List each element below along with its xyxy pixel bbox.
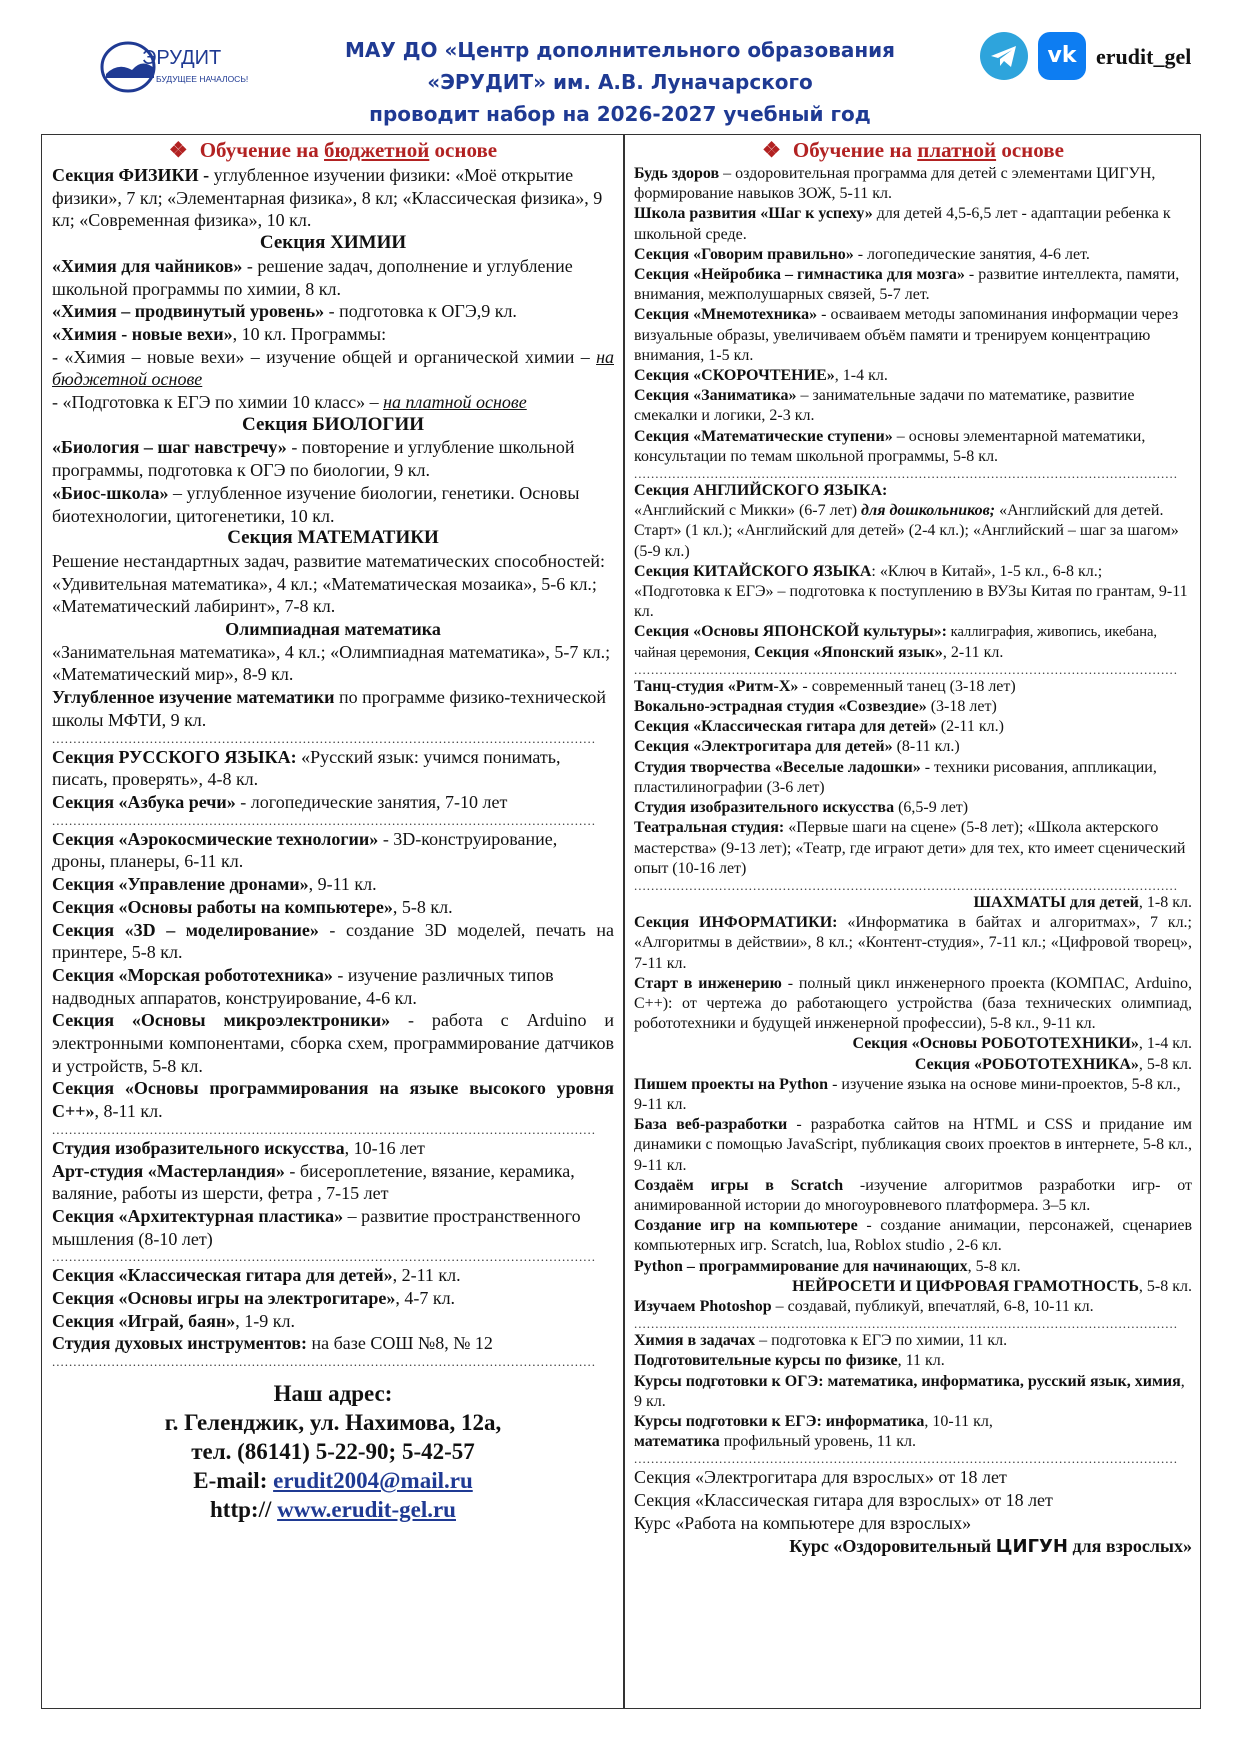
item-title: Python – программирование для начинающих [634, 1257, 968, 1275]
item-text: - полный цикл инженерного проекта (КОМПАС, Arduino, C++): от чертежа до работающего устройства (база технических олимпиад, робототехники и будущей инженерной профессии), 5-8 кл., 9-11 кл. [634, 974, 1192, 1033]
tech-item-6 [52, 1009, 614, 1077]
prep-item-5 [634, 1432, 1192, 1452]
item-title: Арт-студия «Мастерландия» [52, 1160, 285, 1181]
item-text: «Первые шаги на сцене» (5-8 лет); «Школа актерского мастерства» (9-13 лет); «Театр, где играют дети» для тех, кто имеет сценический опыт (10-16 лет) [634, 819, 1186, 877]
item-text: - логопедические занятия, 7-10 лет [235, 791, 508, 812]
item-text: - изучение различных типов надводных аппаратов, конструирование, 4-6 кл. [52, 964, 554, 1008]
item-title: База веб-разработки [634, 1116, 788, 1134]
physics-section [52, 164, 614, 232]
prep-item-1 [634, 1331, 1192, 1351]
item-text: профильный уровень, 11 кл. [719, 1433, 916, 1451]
item-text: , 2-11 кл. [942, 643, 1004, 661]
tech-item-2 [52, 873, 614, 896]
item-text: , 5-8 кл. [1138, 1055, 1192, 1073]
creative-item-1 [634, 677, 1192, 697]
item-title: ШАХМАТЫ для детей [973, 893, 1139, 911]
item-title: Пишем проекты на Python [634, 1075, 829, 1093]
item-title: Секция «Математические ступени» [634, 427, 893, 445]
item-title: Секция «Архитектурная пластика» [52, 1205, 344, 1226]
chem-item-1 [52, 255, 614, 300]
item-title: Секция «3D – моделирование» [52, 919, 319, 940]
item-text: - изучение языка на основе мини-проектов, 5-8 кл., 9-11 кл. [634, 1075, 1181, 1113]
olympiad-title: Олимпиадная математика [225, 619, 441, 640]
item-title: Углубленное изучение математики [52, 687, 335, 708]
item-text: - техники рисования, аппликации, пластилинографии (3-6 лет) [634, 758, 1157, 796]
separator: ................................................................................................................................ [52, 1250, 596, 1265]
item-text: - логопедические занятия, 4-6 лет. [853, 245, 1090, 263]
item-title: «Биология – шаг навстречу» [52, 437, 287, 458]
creative-item-2 [634, 697, 1192, 717]
item-text: , 1-9 кл. [235, 1310, 295, 1331]
music-item-3 [52, 1310, 614, 1333]
item-text: - создание 3D моделей, печать на принтере, 5-8 кл. [52, 919, 614, 963]
heading-underlined: платной [917, 138, 997, 162]
item-text: , 10-16 лет [344, 1137, 425, 1158]
english-section [634, 481, 1192, 562]
chem-item-2 [52, 300, 614, 323]
adult-item-3: Курс «Работа на компьютере для взрослых» [634, 1513, 972, 1534]
item-underlined: на платной основе [383, 392, 527, 413]
item-text: - современный танец (3-18 лет) [798, 677, 1016, 695]
email-link[interactable]: erudit2004@mail.ru [273, 1468, 473, 1494]
tech-item-3 [52, 896, 614, 919]
chem-item-3 [52, 323, 614, 346]
art-item-3 [52, 1205, 614, 1250]
social-links [980, 30, 1220, 86]
item-title: НЕЙРОСЕТИ И ЦИФРОВАЯ ГРАМОТНОСТЬ [792, 1277, 1139, 1295]
prep-item-4 [634, 1412, 1192, 1432]
prep-item-2 [634, 1351, 1192, 1371]
item-title: Секция «Нейробика – гимнастика для мозга» [634, 266, 965, 284]
adult-item-2: Секция «Классическая гитара для взрослых» от 18 лет [634, 1490, 1053, 1511]
item-title: Курсы подготовки к ОГЭ: математика, информатика, русский язык, химия [634, 1372, 1181, 1390]
address-phone: тел. (86141) 5-22-90; 5-42-57 [191, 1439, 475, 1465]
item-text: - 3D-конструирование, дроны, планеры, 6-11 кл. [52, 828, 558, 872]
item-title: Курсы подготовки к ЕГЭ: информатика [634, 1412, 925, 1430]
address-block [52, 1379, 614, 1524]
paid-item-3 [634, 245, 1192, 265]
bio-item-1 [52, 436, 614, 481]
japanese-section [634, 622, 1192, 662]
item-title: Подготовительные курсы по физике [634, 1352, 898, 1370]
heading-underlined: бюджетной [324, 138, 430, 162]
item-title: Создаём игры в Scratch [634, 1176, 844, 1194]
page-header [0, 0, 1241, 132]
item-text: - разработка сайтов на HTML и CSS и придание им динамики с помощью JavaScript, публикация своих проектов в интернете, 5-8 кл., 9-11 кл. [634, 1116, 1192, 1174]
item-text: , 9-11 кл. [308, 874, 377, 895]
address-email-row [52, 1466, 614, 1495]
item-text: , 4-7 кл. [395, 1288, 456, 1309]
item-text: каллиграфия, живопись, икебана, чайная церемония, [634, 624, 1158, 661]
russian-item-1 [52, 746, 614, 791]
title-line-2: «ЭРУДИТ» им. А.В. Луначарского [427, 70, 813, 94]
item-text: «Русский язык: учимся понимать, писать, проверять», 4-8 кл. [52, 746, 561, 790]
separator: ................................................................................................................................ [634, 1317, 1178, 1332]
chess-item [634, 893, 1192, 913]
adult-item-1: Секция «Электрогитара для взрослых» от 18 лет [634, 1467, 1007, 1488]
item-title: Секция «Основы микроэлектроники» [52, 1010, 391, 1031]
item-title: Секция «СКОРОЧТЕНИЕ» [634, 367, 835, 385]
item-text: - повторение и углубление школьной программы, подготовка к ОГЭ по биологии, 9 кл. [52, 437, 575, 481]
item-title: Секция «Основы программирования на языке высокого уровня С++» [52, 1078, 614, 1122]
creative-item-7 [634, 818, 1192, 879]
art-item-1 [52, 1137, 614, 1160]
item-text: - «Химия – новые вехи» – изучение общей и органической химии – [52, 346, 597, 367]
web-label: http:// [210, 1497, 278, 1523]
item-title: Школа развития «Шаг к успеху» [634, 205, 873, 223]
item-title: Вокально-эстрадная студия «Созвездие» [634, 698, 927, 716]
item-text: – оздоровительная программа для детей с элементами ЦИГУН, формирование навыков ЗОЖ, 5-11 кл. [634, 165, 1156, 203]
item-text: -изучение алгоритмов разработки игр- от анимированной истории до многоуровневого платформера. 3–5 кл. [634, 1176, 1192, 1214]
separator: ................................................................................................................................ [52, 731, 596, 746]
item-text: – занимательные задачи по математике, развитие смекалки и логики, 2-3 кл. [634, 387, 1135, 425]
chem-item-5 [52, 391, 614, 414]
photoshop-item [634, 1297, 1192, 1317]
erudit-logo [98, 38, 258, 96]
games-item [634, 1216, 1192, 1256]
page-title [280, 34, 960, 130]
item-title: математика [634, 1433, 720, 1451]
item-title: Создание игр на компьютере [634, 1217, 858, 1235]
scratch-item [634, 1176, 1192, 1216]
adult-courses [634, 1466, 1192, 1558]
website-link[interactable]: www.erudit-gel.ru [277, 1497, 456, 1523]
item-text: - бисероплетение, вязание, керамика, валяние, работы из шерсти, фетра , 7-15 лет [52, 1160, 575, 1204]
item-title: Будь здоров [634, 165, 720, 182]
item-title: Секция «Говорим правильно» [634, 245, 854, 263]
item-title: «Химия - новые вехи» [52, 323, 233, 344]
chem-item-4 [52, 346, 614, 391]
prep-item-3 [634, 1372, 1192, 1412]
item-title: Секция «Классическая гитара для детей» [634, 718, 937, 736]
item-text: для детей 4,5-6,5 лет - адаптации ребенка к школьной среде. [634, 205, 1171, 243]
physics-title: Секция ФИЗИКИ - [52, 165, 214, 185]
heading-text-end: основе [429, 138, 498, 162]
item-title: Секция «Электрогитара для детей» [634, 738, 893, 756]
tech-item-7 [52, 1077, 614, 1122]
olympiad-text: «Занимательная математика», 4 кл.; «Олимпиадная математика», 5-7 кл.; «Математический мир», 8-9 кл. [52, 641, 611, 685]
music-item-2 [52, 1287, 614, 1310]
paid-heading [634, 136, 1192, 164]
python-item [634, 1075, 1192, 1115]
creative-item-5 [634, 758, 1192, 798]
separator: ................................................................................................................................ [52, 813, 596, 828]
diamond-bullet-icon: ❖ [168, 138, 188, 162]
separator: ................................................................................................................................ [52, 1355, 596, 1370]
item-text: «Информатика в байтах и алгоритмах», 7 кл.; «Алгоритмы в действии», 8 кл.; «Контент-студия», 7-11 кл.; «Цифровой творец», 7-11 кл. [634, 914, 1193, 972]
paid-column [634, 136, 1192, 1558]
art-item-2 [52, 1160, 614, 1205]
item-text: , 10 кл. Программы: [232, 323, 387, 344]
item-title: Секция «Основы работы на компьютере» [52, 896, 393, 917]
item-title: Секция «Аэрокосмические технологии» [52, 828, 379, 849]
item-text: , 5-8 кл. [1138, 1277, 1192, 1295]
item-title: Химия в задачах [634, 1332, 756, 1350]
physics-text: углубленное изучении физики: «Моё открытие физики», 7 кл; «Элементарная физика», 8 кл; «Классическая физика», 9 кл; «Современная физика», 10 кл. [52, 165, 603, 231]
tech-item-4 [52, 919, 614, 964]
math-text: Решение нестандартных задач, развитие математических способностей: «Удивительная математика», 4 кл.; «Математическая мозаика», 5-6 кл.; «Математический лабиринт», 7-8 кл. [52, 550, 606, 617]
item-text: (8-11 кл.) [892, 738, 960, 756]
item-text: , 5-8 кл. [392, 896, 453, 917]
chemistry-title: Секция ХИМИИ [259, 232, 407, 254]
item-emphasis: ЦИГУН [995, 1536, 1068, 1558]
title-line-3: проводит набор на 2026-2027 учебный год [369, 102, 871, 126]
paid-item-1 [634, 164, 1192, 204]
paid-item-4 [634, 265, 1192, 305]
budget-column [52, 136, 614, 1524]
item-text: – создавай, публикуй, впечатляй, 6-8, 10-11 кл. [771, 1297, 1094, 1315]
bio-item-2 [52, 482, 614, 527]
item-title: Секция АНГЛИЙСКОГО ЯЗЫКА: [634, 482, 888, 500]
item-title: Студия духовых инструментов: [52, 1333, 308, 1354]
item-text: по программе физико-технической школы МФТИ, 9 кл. [52, 687, 607, 730]
item-title: Студия изобразительного искусства [634, 799, 895, 817]
item-title: «Химия – продвинутый уровень» [52, 301, 325, 322]
item-text: (3-18 лет) [926, 698, 997, 716]
heading-text: Обучение на [199, 138, 325, 162]
logo-name: ЭРУДИТ [142, 47, 222, 69]
item-title: Секция «Японский язык» [750, 643, 943, 661]
item-title: Секция «Играй, баян» [52, 1310, 236, 1331]
creative-item-4 [634, 737, 1192, 757]
creative-item-6 [634, 798, 1192, 818]
budget-heading [52, 136, 614, 164]
paid-item-8 [634, 427, 1192, 467]
item-text: - решение задач, дополнение и углубление школьной программы по химии, 8 кл. [52, 255, 573, 299]
item-title: Секция «Основы игры на электрогитаре» [52, 1288, 396, 1309]
item-title: Студия творчества «Веселые ладошки» [634, 758, 921, 776]
advanced-math [52, 686, 614, 731]
item-title: Секция «РОБОТОТЕХНИКА» [914, 1055, 1139, 1073]
separator: ................................................................................................................................ [634, 467, 1178, 482]
biology-title: Секция БИОЛОГИИ [241, 413, 424, 435]
vk-icon[interactable]: vk [1038, 32, 1086, 80]
item-text: на базе СОШ №8, № 12 [307, 1333, 493, 1354]
item-text: - подготовка к ОГЭ,9 кл. [324, 301, 517, 322]
paid-item-2 [634, 204, 1192, 244]
item-text: - осваиваем методы запоминания информации через визуальные образы, увеличиваем объём памяти и тренируем концентрацию внимания, 1-5 кл. [634, 306, 1179, 364]
music-item-4 [52, 1332, 614, 1355]
item-text: , 1-4 кл. [1138, 1035, 1192, 1053]
python-beginners-item [634, 1257, 1192, 1277]
diamond-bullet-icon: ❖ [762, 138, 781, 162]
paid-item-5 [634, 305, 1192, 366]
item-underlined: на бюджетной основе [52, 346, 614, 390]
tech-item-1 [52, 828, 614, 873]
chinese-section [634, 562, 1192, 623]
separator: ................................................................................................................................ [634, 1452, 1178, 1467]
telegram-icon[interactable] [980, 32, 1028, 80]
music-item-1 [52, 1264, 614, 1287]
separator: ................................................................................................................................ [52, 1122, 596, 1137]
robotics-item-1 [634, 1034, 1192, 1054]
item-title: Секция «Основы РОБОТОТЕХНИКИ» [852, 1035, 1139, 1053]
item-title: для взрослых» [1067, 1536, 1192, 1557]
separator: ................................................................................................................................ [634, 662, 1178, 677]
creative-item-3 [634, 717, 1192, 737]
item-text: : «Ключ в Китай», 1-5 кл., 6-8 кл.; «Подготовка к ЕГЭ» – подготовка к поступлению в ВУЗы Китая по грантам, 9-11 кл. [634, 562, 1188, 621]
item-text: «Английский с Микки» (6-7 лет) [634, 502, 862, 520]
item-text: , 1-4 кл. [834, 367, 888, 385]
item-title: Изучаем Photoshop [634, 1297, 772, 1315]
item-text: , 8-11 кл. [94, 1101, 163, 1122]
item-title: Секция «Классическая гитара для детей» [52, 1265, 393, 1286]
informatics-section [634, 913, 1192, 974]
paid-item-7 [634, 386, 1192, 426]
item-title: Танц-студия «Ритм-Х» [634, 677, 799, 695]
heading-text: Обучение на [792, 138, 918, 162]
adult-item-4 [634, 1535, 1192, 1558]
tech-item-5 [52, 964, 614, 1009]
item-title: Секция «Азбука речи» [52, 791, 236, 812]
heading-text-end: основе [996, 138, 1064, 162]
item-text: - создание анимации, персонажей, сценариев компьютерных игр. Scratch, lua, Roblox studio , 2-6 кл. [634, 1217, 1193, 1255]
column-divider [623, 134, 625, 1709]
item-title: Студия изобразительного искусства [52, 1137, 345, 1158]
item-title: Секция «Управление дронами» [52, 874, 309, 895]
item-text: , 10-11 кл, [924, 1412, 993, 1430]
item-title: «Химия для чайников» [52, 255, 243, 276]
item-emphasis: для дошкольников; [861, 502, 996, 520]
item-title: Театральная студия: [634, 819, 785, 837]
item-text: (6,5-9 лет) [894, 799, 969, 817]
item-text: - работа с Arduino и электронными компонентами, сборка схем, программирование датчиков и устройств, 5-8 кл. [52, 1010, 614, 1076]
email-label: E-mail: [193, 1468, 274, 1494]
item-text: – подготовка к ЕГЭ по химии, 11 кл. [755, 1332, 1008, 1350]
ai-item [634, 1277, 1192, 1297]
webdev-item [634, 1115, 1192, 1176]
item-title: Старт в инженерию [634, 974, 782, 992]
item-text: (2-11 кл.) [936, 718, 1004, 736]
item-text: , 5-8 кл. [967, 1257, 1021, 1275]
item-text: , 11 кл. [897, 1352, 945, 1370]
item-title: «Биос-школа» [52, 482, 169, 503]
item-text: , 2-11 кл. [392, 1265, 461, 1286]
item-text: , 9 кл. [634, 1372, 1185, 1410]
logo-slogan: БУДУЩЕЕ НАЧАЛОСЬ! [156, 74, 249, 84]
title-line-1: МАУ ДО «Центр дополнительного образования [344, 38, 896, 62]
address-street: г. Геленджик, ул. Нахимова, 12а, [164, 1410, 502, 1436]
item-title: Секция «Основы ЯПОНСКОЙ культуры»: [634, 623, 947, 641]
address-web-row [52, 1495, 614, 1524]
item-title: Секция ИНФОРМАТИКИ: [634, 914, 838, 932]
item-title: Секция КИТАЙСКОГО ЯЗЫКА [634, 562, 872, 580]
item-title: Секция «Мнемотехника» [634, 306, 818, 324]
item-text: – развитие пространственного мышления (8-10 лет) [52, 1205, 581, 1249]
separator: ................................................................................................................................ [634, 878, 1178, 893]
item-text: - «Подготовка к ЕГЭ по химии 10 класс» – [52, 392, 384, 413]
item-text: – основы элементарной математики, консультации по темам школьной программы, 5-8 кл. [634, 427, 1146, 465]
social-handle: erudit_gel [1096, 44, 1192, 69]
item-text: – углубленное изучение биологии, генетики. Основы биотехнологии, цитогенетики, 10 кл. [52, 482, 580, 526]
item-text: , 1-8 кл. [1138, 893, 1192, 911]
item-title: Секция «Морская робототехника» [52, 964, 333, 985]
item-title: Секция «Заниматика» [634, 387, 797, 405]
robotics-item-2 [634, 1055, 1192, 1075]
engineering-item [634, 974, 1192, 1035]
item-title: Секция РУССКОГО ЯЗЫКА: [52, 746, 297, 767]
address-title: Наш адрес: [273, 1381, 393, 1407]
paid-item-6 [634, 366, 1192, 386]
math-title: Секция МАТЕМАТИКИ [227, 527, 439, 549]
item-title: Курс «Оздоровительный [789, 1536, 996, 1557]
item-text: - развитие интеллекта, памяти, внимания, межполушарных связей, 5-7 лет. [634, 266, 1180, 304]
item-text: «Английский для детей. Старт» (1 кл.); «Английский для детей» (2-4 кл.); «Английский – шаг за шагом» (5-9 кл.) [634, 502, 1179, 560]
russian-item-2 [52, 791, 614, 814]
